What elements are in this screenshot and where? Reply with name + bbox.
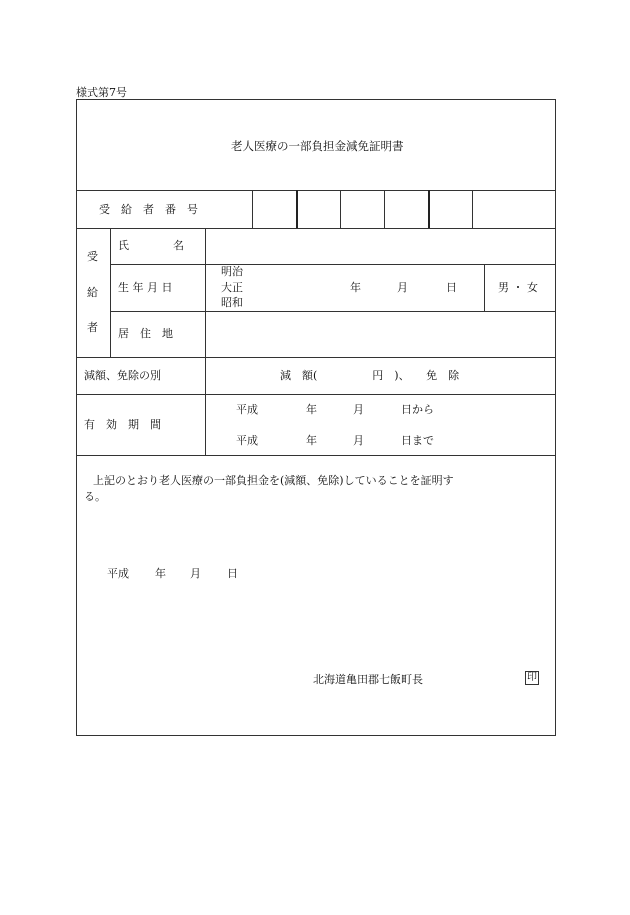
validity-to-year: 年 (306, 434, 317, 447)
seal-mark: 印 (527, 672, 537, 683)
birth-day-unit: 日 (446, 281, 457, 294)
validity-to-day: 日まで (401, 434, 434, 447)
issuer-name: 北海道亀田郡七飯町長 (313, 673, 423, 686)
sex-options[interactable]: 男 ・ 女 (498, 281, 538, 294)
validity-from-day: 日から (401, 403, 434, 416)
address-label: 居 住 地 (118, 327, 173, 340)
certification-date-year: 年 (155, 567, 166, 580)
birth-date-label: 生 年 月 日 (118, 281, 173, 294)
validity-to-month: 月 (353, 434, 364, 447)
sex-divider (484, 264, 485, 311)
recipient-side-char: 受 (87, 250, 98, 263)
birth-month-unit: 月 (397, 281, 408, 294)
name-label: 氏 名 (118, 239, 184, 252)
birth-year-unit: 年 (350, 281, 361, 294)
certification-date-era: 平成 (107, 567, 129, 580)
address-field[interactable] (206, 312, 555, 356)
rule-reduction-bottom (76, 394, 556, 395)
validity-from-month: 月 (353, 403, 364, 416)
validity-to-era: 平成 (236, 434, 258, 447)
era-meiji: 明治 (221, 265, 243, 278)
validity-from-era: 平成 (236, 403, 258, 416)
rule-name-bottom (110, 264, 556, 265)
rule-validity-bottom (76, 455, 556, 456)
era-taisho: 大正 (221, 281, 243, 294)
recipient-side-divider (110, 228, 111, 357)
certification-date-month: 月 (190, 567, 201, 580)
recipient-number-boxes[interactable] (253, 191, 555, 227)
recipient-side-char: 者 (87, 321, 98, 334)
validity-from-year: 年 (306, 403, 317, 416)
recipient-number-label: 受 給 者 番 号 (99, 203, 198, 216)
validity-period-label: 有 効 期 間 (84, 418, 161, 431)
rule-address-bottom (76, 357, 556, 358)
reduction-type-label: 減額、免除の別 (84, 369, 161, 382)
certification-date-day: 日 (227, 567, 238, 580)
document-title: 老人医療の一部負担金減免証明書 (231, 139, 404, 153)
statement-line-2: る。 (84, 490, 106, 503)
era-showa: 昭和 (221, 296, 243, 309)
statement-line-1: 上記のとおり老人医療の一部負担金を(減額、免除)していることを証明す (93, 474, 454, 487)
name-field[interactable] (206, 229, 555, 263)
form-number: 様式第7号 (76, 86, 127, 99)
reduction-options[interactable]: 減 額( 円 )、 免 除 (280, 369, 460, 382)
recipient-side-char: 給 (87, 286, 98, 299)
